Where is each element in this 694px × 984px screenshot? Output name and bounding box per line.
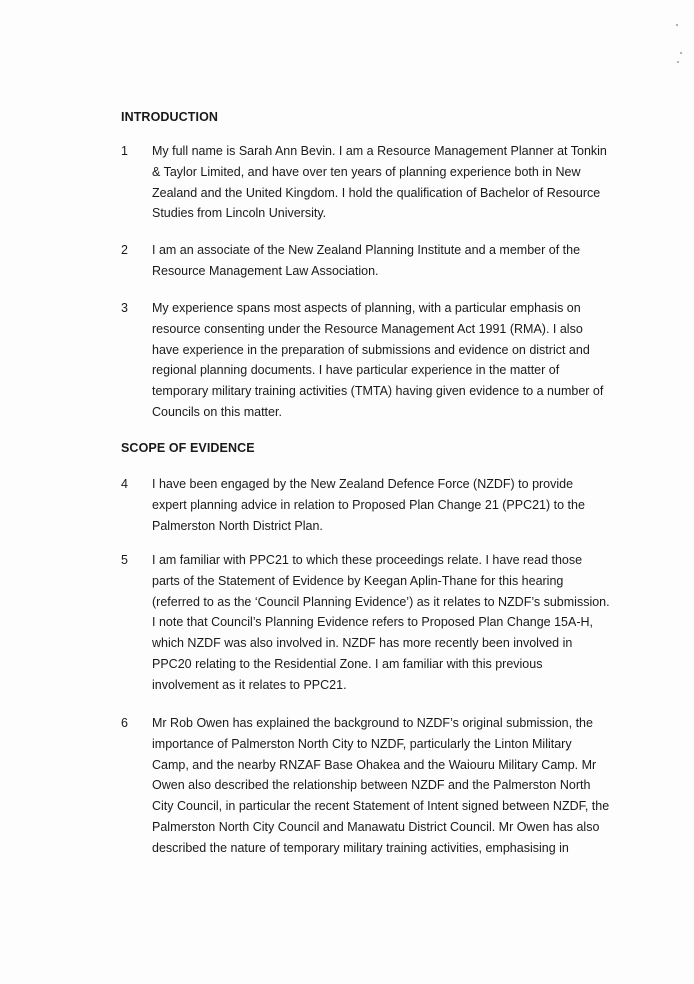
section-heading-introduction: INTRODUCTION bbox=[121, 110, 219, 124]
scan-speck bbox=[676, 24, 678, 26]
paragraph-1 bbox=[121, 141, 611, 225]
paragraph-text: My full name is Sarah Ann Bevin. I am a Resource Management Planner at Tonkin & Taylor Limited, and have over ten years of planning experience both in New Zealand and the United Kingdom. I hold the qualification of Bachelor of Resource Studies from Lincoln University. bbox=[152, 144, 607, 221]
section-heading-scope-of-evidence: SCOPE OF EVIDENCE bbox=[121, 441, 255, 455]
paragraph-4 bbox=[121, 474, 611, 537]
paragraph-text: Mr Rob Owen has explained the background to NZDF’s original submission, the importance of Palmerston North City to NZDF, particularly the Linton Military Camp, and the nearby RNZAF Base Ohakea and the Waiouru Military Camp. Mr Owen also described the relationship between NZDF and the Palmerston North City Council, in particular the recent Statement of Intent signed between NZDF, the Palmerston North City Council and Manawatu District Council. Mr Owen has also described the nature of temporary military training activities, emphasising in bbox=[152, 716, 610, 855]
paragraph-number: 3 bbox=[121, 301, 128, 315]
paragraph-text: I am an associate of the New Zealand Planning Institute and a member of the Resource Management Law Association. bbox=[152, 243, 581, 278]
paragraph-text: My experience spans most aspects of planning, with a particular emphasis on resource consenting under the Resource Management Act 1991 (RMA). I also have experience in the preparation of submissions and evidence on district and regional planning documents. I have particular experience in the matter of temporary military training activities (TMTA) having given evidence to a number of Councils on this matter. bbox=[152, 301, 604, 419]
scan-speck bbox=[680, 52, 682, 54]
scan-speck bbox=[677, 61, 679, 63]
paragraph-6 bbox=[121, 713, 611, 881]
paragraph-text: I have been engaged by the New Zealand Defence Force (NZDF) to provide expert planning advice in relation to Proposed Plan Change 21 (PPC21) to the Palmerston North District Plan. bbox=[152, 477, 585, 533]
paragraph-number: 4 bbox=[121, 477, 128, 491]
paragraph-number: 2 bbox=[121, 243, 128, 257]
paragraph-2 bbox=[121, 240, 611, 282]
paragraph-number: 6 bbox=[121, 716, 128, 730]
paragraph-3 bbox=[121, 298, 611, 424]
paragraph-number: 5 bbox=[121, 553, 128, 567]
paragraph-number: 1 bbox=[121, 144, 128, 158]
paragraph-5 bbox=[121, 550, 611, 697]
paragraph-text: I am familiar with PPC21 to which these proceedings relate. I have read those parts of the Statement of Evidence by Keegan Aplin-Thane for this hearing (referred to as the ‘Council Planning Evidence’) as it relates to NZDF’s submission. I note that Council’s Planning Evidence refers to Proposed Plan Change 15A-H, which NZDF was also involved in. NZDF has more recently been involved in PPC20 relating to the Residential Zone. I am familiar with this previous involvement as it relates to PPC21. bbox=[152, 553, 610, 692]
